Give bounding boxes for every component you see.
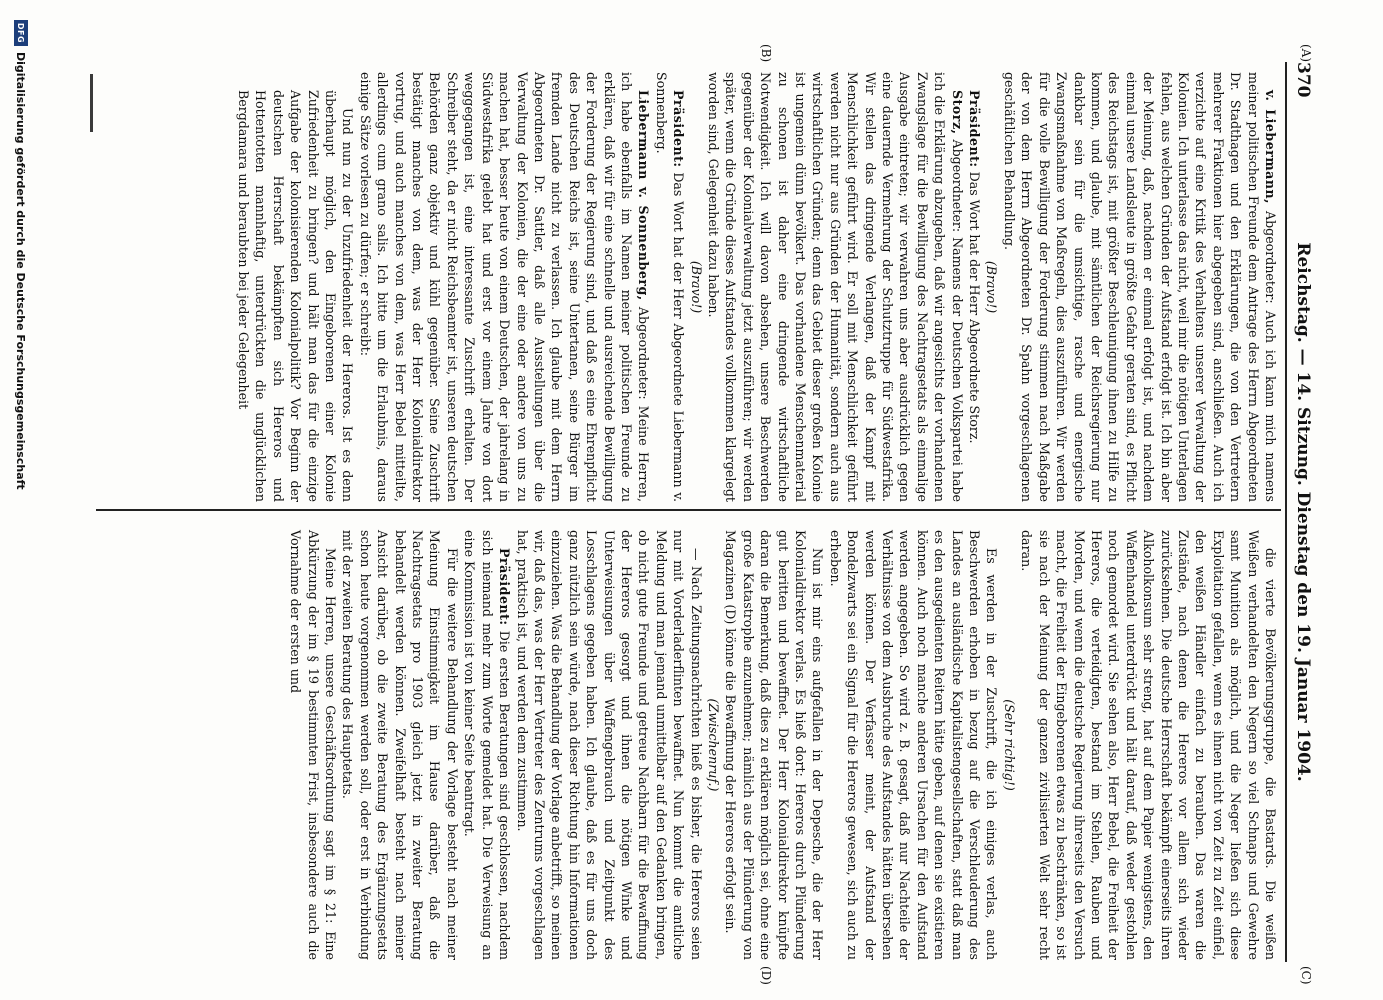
margin-mark-a: (A) xyxy=(1299,44,1313,63)
paragraph-text: Das Wort hat der Herr Abgeordnete Storz. xyxy=(967,171,983,444)
paragraph-text: Das Wort hat der Herr Abgeordnete Liebermann v. Sonnenberg. xyxy=(653,72,687,502)
page-header xyxy=(1289,62,1313,962)
paragraph-text: Meine Herren, unsere Geschäftsordnung sagt im § 21: Eine Abkürzung der im § 19 bestimmten Frist, insbesondere auch die Vornahme der ersten und xyxy=(288,530,339,960)
speaker-name: Storz, xyxy=(949,90,965,135)
paragraph xyxy=(339,530,461,960)
interjection: (Sehr richtig!) xyxy=(1001,699,1017,791)
digitization-credit xyxy=(7,0,35,1000)
paragraph xyxy=(705,72,966,502)
left-column xyxy=(235,72,1279,502)
paragraph-text: Abgeordneter: Auch ich kann mich namens meiner politischen Freunde dem Antrage des Herrn Abgeordneten Dr. Stadthagen und den Erklärungen, die von den Vertretern mehrerer Fraktionen hier abgegeben sind, anschließen. Auch ich verzichte auf eine Kritik des Verhaltens unserer Verwaltung der Kolonien. Ich unterlasse das nicht, weil mir die nötigen Unterlagen fehlen, aus welchen Gründen der Aufstand erfolgt ist. Ich bin aber der Meinung, daß, nachdem er einmal erfolgt ist, und nachdem einmal unsere Landsleute in größte Gefahr geraten sind, es Pflicht des Reichstags ist, mit größter Beschleunigung ihnen zu Hilfe zu kommen, und glaube, mit sämtlichen der Reichsregierung nur dankbar sein für die umsichtige, rasche und energische Zwangsmaßnahme von Maßregeln, dies auszuführen. Wir werden für die volle Bewilligung der Forderung stimmen nach Maßgabe der von dem Herrn Abgeordneten Dr. Spahn vorgeschlagenen geschäftlichen Behandlung. xyxy=(1001,72,1278,502)
speaker-name: Präsident: xyxy=(967,90,983,168)
paragraph xyxy=(826,530,1000,960)
margin-mark-b: (B) xyxy=(759,44,773,63)
speaker-name: Liebermann v. Sonnenberg, xyxy=(636,90,652,301)
paragraph-text: Für die weitere Behandlung der Vorlage besteht nach meiner Meinung Einstimmigkeit im Hause darüber, daß die Nachtragsetats pro 1903 gleich jetzt in zweiter Beratung behandelt werden können. Zweifelhaft besteht nach meiner Ansicht darüber, ob die zweite Beratung des Ergänzungsetats schon heute vorgenommen werden soll, oder erst in Verbindung mit der zweiten Beratung des Hauptetats. xyxy=(340,530,460,960)
paragraph-text: Und nun zu der Unzufriedenheit der Hereros. Ist es denn überhaupt möglich, den Eingeborenen einer Kolonie Zufriedenheit zu bringen? und hält man das für die einzige Aufgabe der kolonisierenden Kolonialpolitik? Vor Beginn der deutschen Herrschaft bekämpften sich Hereros und Hottentotten mannhaftig, unterdrückten die unglücklichen Bergdamara und beraubten bei jeder Gelegenheit xyxy=(236,90,356,502)
column-divider xyxy=(96,509,1281,511)
page-number: 370 xyxy=(1293,62,1313,98)
paragraph xyxy=(966,72,983,502)
speaker-name: v. Liebermann, xyxy=(1263,90,1278,205)
speaker-name: Präsident: xyxy=(671,90,687,168)
margin-mark-d: (D) xyxy=(759,966,773,985)
print-mark xyxy=(90,74,93,132)
quoted-paragraph xyxy=(235,72,357,502)
paragraph xyxy=(722,530,826,960)
interjection: (Zwischenruf.) xyxy=(706,698,721,792)
paragraph-text: die vierte Bevölkerungsgruppe, die Bastards. Die weißen Weißen verhandelten den Negern so viel Schnaps und Gewehre samt Munition als möglich, und die Neger ließen sich diese Exploitation gefallen, wenn es ihnen nicht von Zeit zu Zeit einfiel, den weißen Händler einfach zu berauben. Das waren die Zustände, nach denen die Hereros vor allem sich wieder zurücksehnen. Die deutsche Herrschaft bekämpft einerseits ihren Alkoholkonsum sehr streng, hat auf dem Papier wenigstens, den Waffenhandel unterdrückt und hält darauf, daß weder gestohlen noch gemordet wird. Sie sehen also, Herr Bebel, die Freiheit der Hereros, die verteidigten, bestand im Stehlen, Rauben und Morden, und wenn die deutsche Regierung ihrerseits den Versuch macht, die Freiheit der Eingeborenen etwas zu beschränken, so ist sie nach der Meinung der ganzen zivilisierten Welt sehr recht daran. xyxy=(1019,530,1278,960)
paragraph xyxy=(356,72,652,502)
paragraph xyxy=(287,530,339,960)
paragraph-text: Nun ist mir eins aufgefallen in der Depesche, die der Herr Kolonialdirektor verlas. Es hieß dort: Hereros durch Plünderung gut beritten und bewaffnet. Der Herr Kolonialdirektor knüpfte daran die Bemerkung, daß dies zu erklären möglich sei, ohne eine große Katastrophe anzunehmen; nämlich aus der Plünderung von Magazinen (D) könne die Bewaffnung der Hereros erfolgt sein. xyxy=(723,530,826,960)
page-title: Reichstag. — 14. Sitzung. Dienstag den 19. Januar 1904. xyxy=(1293,242,1313,782)
paragraph-text: Abgeordneter: Meine Herren, ich habe ebenfalls im Namen meiner politischen Freunde zu erklären, daß wir für eine schnelle und ausreichende Bewilligung der Forderung der Regierung sind, und daß es eine Ehrenpflicht des Deutschen Reichs ist, seine Untertanen, seine Bürger im fremden Lande nicht zu verlassen. Ich glaube mit dem Herrn Abgeordneten Dr. Sattler, daß alle Ausstellungen über die Verwaltung der Kolonien, die der eine oder andere von uns zu machen hat, besser heute von einem Deutschen, der jahrelang in Südwestafrika gelebt hat und erst vor einem Jahre von dort weggegangen ist, eine interessante Zuschrift erhalten. Der Schreiber steht, da er nicht Reichsbeamter ist, unseren deutschen Behörden ganz objektiv und kühl gegenüber. Seine Zuschrift bestätigt manches von dem, was der Herr Kolonialdirektor vortrug, und auch manches von dem, was Herr Bebel mitteilte, allerdings cum grano salis. Ich bitte um die Erlaubnis, daraus einige Sätze vorlesen zu dürfen; er schreibt: xyxy=(357,72,652,503)
paragraph-text: Es werden in der Zuschrift, die ich einiges verlas, auch Beschwerden erhoben in bezug auf die Verschleuderung des Landes an ausländische Kapitalistengesellschaften, statt daß man es den ausgedienten Reitern hätte geben, auf denen sie existieren können. Auch noch manche anderen Ursachen für den Aufstand werden angegeben. So wird z. B. gesagt, daß nur Nachteile der Verhältnisse von dem Ausbruche des Aufstandes hätten übersehen werden können. Der Verfasser meint, der Aufstand der Bondelzwarts sei ein Signal für die Hereros gewesen, sich auch zu erheben. xyxy=(827,530,1000,960)
speaker-name: Präsident: xyxy=(497,548,513,626)
paragraph-text: Die ersten Beratungen sind geschlossen, nachdem sich niemand mehr zum Worte gemeldet hat. Die Verweisung an eine Kommission ist von keiner Seite beantragt. xyxy=(462,530,513,960)
paragraph-text: Abgeordneter: Namens der Deutschen Volkspartei habe ich die Erklärung abzugeben, daß wir angesichts der vorhandenen Zwangslage für die Bewilligung des Nachtragsetats als einmalige Ausgabe eintreten; wir verwahren uns aber ausdrücklich gegen eine dauernde Vermehrung der Schutztruppe für Südwestafrika. Wir stellen das dringende Verlangen, daß der Kampf mit Menschlichkeit geführt wird. Er soll mit Menschlichkeit geführt werden nicht nur aus Gründen der Humanität, sondern auch aus wirtschaftlichen Gründen; denn das Gebiet dieser großen Kolonie ist ungemein dünn bevölkert. Das vorhandene Menschenmaterial zu schonen ist daher eine dringende wirtschaftliche Notwendigkeit. Ich will davon absehen, unsere Beschwerden gegenüber der Kolonialverwaltung jetzt auszuführen; wir werden später, wenn die Gründe dieses Aufstandes vollkommen klargelegt worden sind, Gelegenheit dazu haben. xyxy=(706,72,965,502)
margin-mark-c: (C) xyxy=(1299,966,1313,985)
right-column xyxy=(287,530,1279,960)
paragraph xyxy=(513,530,704,960)
credit-text: Digitalisierung gefördert durch die Deutsche Forschungsgemeinschaft xyxy=(14,52,28,490)
header-rule xyxy=(1285,62,1287,962)
paragraph-text: — Nach Zeitungsnachrichten hieß es bisher, die Hereros seien nur mit Vorderladerflinten bewaffnet. Nun kommt die amtliche Meldung und man jemand unmittelbar auf den Gedanken bringen, ob nicht gute Freunde und getreue Nachbarn für die Bewaffnung der Hereros gesorgt und ihnen die nötigen Winke und Unterweisungen über Waffengebrauch und Zeitpunkt des Losschlagens gegeben haben. Ich glaube, daß es für uns doch ganz nützlich sein würde, nach dieser Richtung hin Informationen einzuziehen. Was die Behandlung der Vorlage anbetrifft, so meinen wir, daß das, was der Herr Vertreter des Zentrums vorgeschlagen hat, praktisch ist, und werden dem zustimmen. xyxy=(514,530,704,960)
paragraph xyxy=(1001,72,1280,502)
paragraph xyxy=(461,530,513,960)
paragraph xyxy=(652,72,687,502)
dfg-logo-icon: DFG xyxy=(14,20,28,46)
interjection: (Bravo!) xyxy=(984,260,1000,314)
interjection: (Bravo!) xyxy=(688,260,704,314)
paragraph xyxy=(1018,530,1279,960)
